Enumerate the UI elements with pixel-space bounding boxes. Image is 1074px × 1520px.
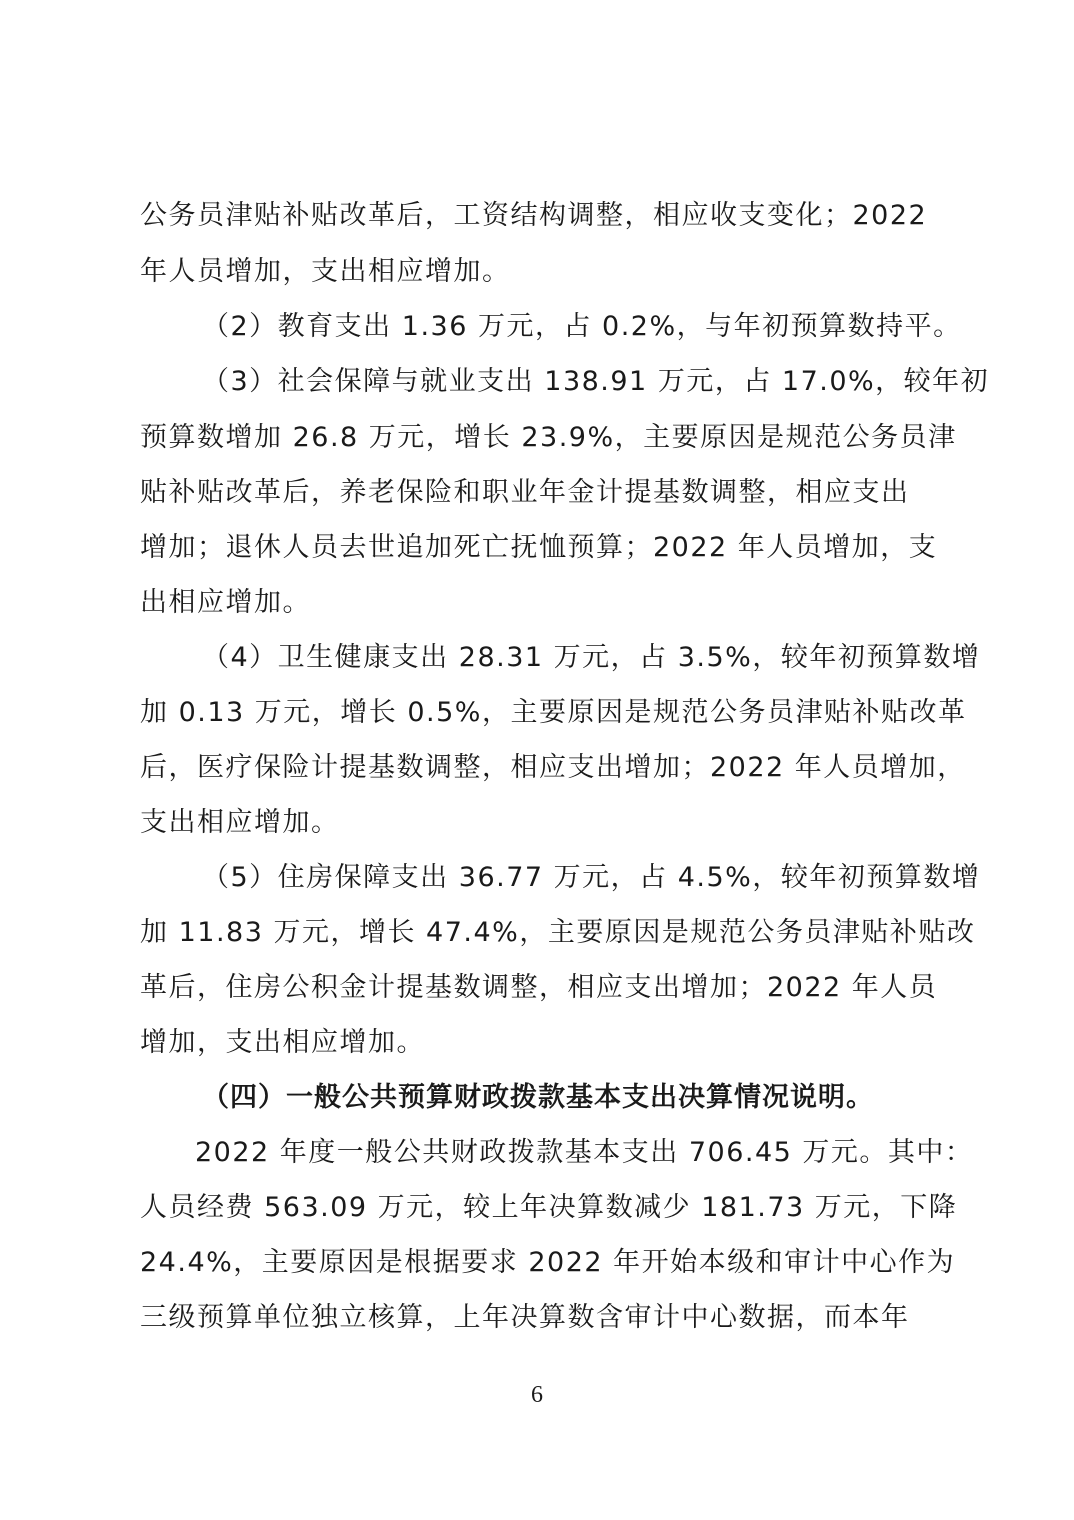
body-text-line: 加 0.13 万元，增长 0.5%，主要原因是规范公务员津贴补贴改革 xyxy=(140,697,967,728)
body-text-line: 年人员增加，支出相应增加。 xyxy=(140,256,511,287)
body-text-line: 革后，住房公积金计提基数调整，相应支出增加；2022 年人员 xyxy=(140,972,938,1003)
body-text-line: 2022 年度一般公共财政拨款基本支出 706.45 万元。其中： xyxy=(195,1137,974,1168)
body-text-line: 后，医疗保险计提基数调整，相应支出增加；2022 年人员增加， xyxy=(140,752,966,783)
body-text-line: 增加，支出相应增加。 xyxy=(140,1027,425,1058)
section-heading: （四）一般公共预算财政拨款基本支出决算情况说明。 xyxy=(202,1082,874,1113)
body-text-line: 公务员津贴补贴改革后，工资结构调整，相应收支变化；2022 xyxy=(140,200,928,231)
body-text-line: 预算数增加 26.8 万元，增长 23.9%，主要原因是规范公务员津 xyxy=(140,422,957,453)
body-text-line: 增加；退休人员去世追加死亡抚恤预算；2022 年人员增加，支 xyxy=(140,532,938,563)
body-text-line: 贴补贴改革后，养老保险和职业年金计提基数调整，相应支出 xyxy=(140,477,910,508)
body-text-line: 三级预算单位独立核算，上年决算数含审计中心数据，而本年 xyxy=(140,1302,910,1333)
body-text-line: 出相应增加。 xyxy=(140,587,311,618)
body-text-line: （4）卫生健康支出 28.31 万元，占 3.5%，较年初预算数增 xyxy=(202,642,981,673)
body-text-line: 加 11.83 万元，增长 47.4%，主要原因是规范公务员津贴补贴改 xyxy=(140,917,976,948)
page-number: 6 xyxy=(531,1382,543,1408)
body-text-line: （2）教育支出 1.36 万元，占 0.2%，与年初预算数持平。 xyxy=(202,311,962,342)
body-text-line: （3）社会保障与就业支出 138.91 万元，占 17.0%，较年初 xyxy=(202,366,990,397)
body-text-line: 人员经费 563.09 万元，较上年决算数减少 181.73 万元，下降 xyxy=(140,1192,958,1223)
body-text-line: 24.4%，主要原因是根据要求 2022 年开始本级和审计中心作为 xyxy=(140,1247,956,1278)
body-text-line: 支出相应增加。 xyxy=(140,807,340,838)
body-text-line: （5）住房保障支出 36.77 万元，占 4.5%，较年初预算数增 xyxy=(202,862,981,893)
